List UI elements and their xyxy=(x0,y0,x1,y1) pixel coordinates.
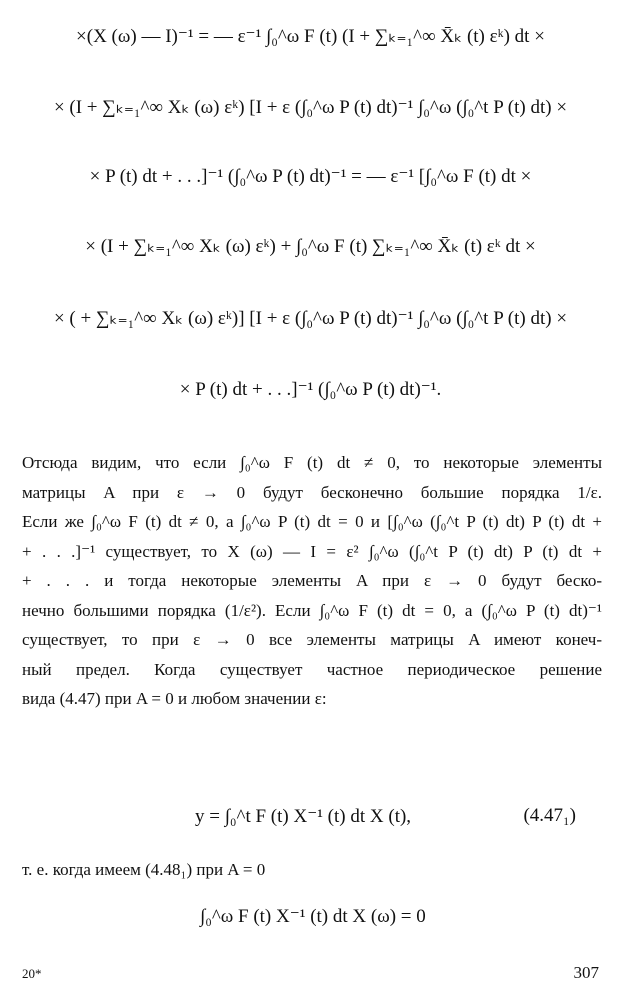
equation-formula: y = ∫₀^t F (t) X⁻¹ (t) dt X (t), xyxy=(195,806,412,827)
equation-line: ×(X (ω) — I)⁻¹ = — ε⁻¹ ∫₀^ω F (t) (I + ∑ₖ₌₁^∞ X̄ₖ (t) εᵏ) dt × xyxy=(76,26,545,47)
paragraph-line: ный предел. Когда существует частное периодическое решение xyxy=(22,659,602,679)
paragraph-line: + . . .]⁻¹ существует, то X (ω) — I = ε² ∫₀^ω (∫₀^t P (t) dt) P (t) dt + xyxy=(22,541,602,561)
paragraph-line: существует, то при ε → 0 все элементы матрицы A имеют конеч- xyxy=(22,630,602,649)
equation-line: × (I + ∑ₖ₌₁^∞ Xₖ (ω) εᵏ) [I + ε (∫₀^ω P (t) dt)⁻¹ ∫₀^ω (∫₀^t P (t) dt) × xyxy=(53,97,568,118)
paragraph-line: Отсюда видим, что если ∫₀^ω F (t) dt ≠ 0, то некоторые элементы xyxy=(22,453,602,472)
paragraph-line: матрицы A при ε → 0 будут бесконечно большие порядка 1/ε. xyxy=(22,482,602,502)
paragraph-line: нечно большими порядка (1/ε²). Если ∫₀^ω F (t) dt = 0, а (∫₀^ω P (t) dt)⁻¹ xyxy=(22,600,602,620)
equation-formula: ∫₀^ω F (t) X⁻¹ (t) dt X (ω) = 0 xyxy=(200,906,426,927)
page-number: 307 xyxy=(573,963,599,982)
body-paragraph xyxy=(22,448,602,714)
equation-line: × (I + ∑ₖ₌₁^∞ Xₖ (ω) εᵏ) + ∫₀^ω F (t) ∑ₖ₌₁^∞ X̄ₖ (t) εᵏ dt × xyxy=(85,236,536,257)
equation-number: (4.47₁) xyxy=(523,805,576,826)
equation-line: × P (t) dt + . . .]⁻¹ (∫₀^ω P (t) dt)⁻¹. xyxy=(179,379,442,400)
signature-mark: 20* xyxy=(22,966,42,981)
equation-line: × ( + ∑ₖ₌₁^∞ Xₖ (ω) εᵏ)] [I + ε (∫₀^ω P (t) dt)⁻¹ ∫₀^ω (∫₀^t P (t) dt) × xyxy=(53,308,568,329)
text-line xyxy=(22,855,602,885)
paragraph-line: + . . . и тогда некоторые элементы A при ε → 0 будут беско- xyxy=(22,571,602,590)
paragraph-line: т. е. когда имеем (4.48₁) при A = 0 xyxy=(22,860,266,879)
equation-line: × P (t) dt + . . .]⁻¹ (∫₀^ω P (t) dt)⁻¹ = — ε⁻¹ [∫₀^ω F (t) dt × xyxy=(89,166,532,187)
paragraph-line: вида (4.47) при A = 0 и любом значении ε: xyxy=(22,689,327,708)
paragraph-line: Если же ∫₀^ω F (t) dt ≠ 0, а ∫₀^ω P (t) dt = 0 и [∫₀^ω (∫₀^t P (t) dt) P (t) dt + xyxy=(22,512,602,531)
